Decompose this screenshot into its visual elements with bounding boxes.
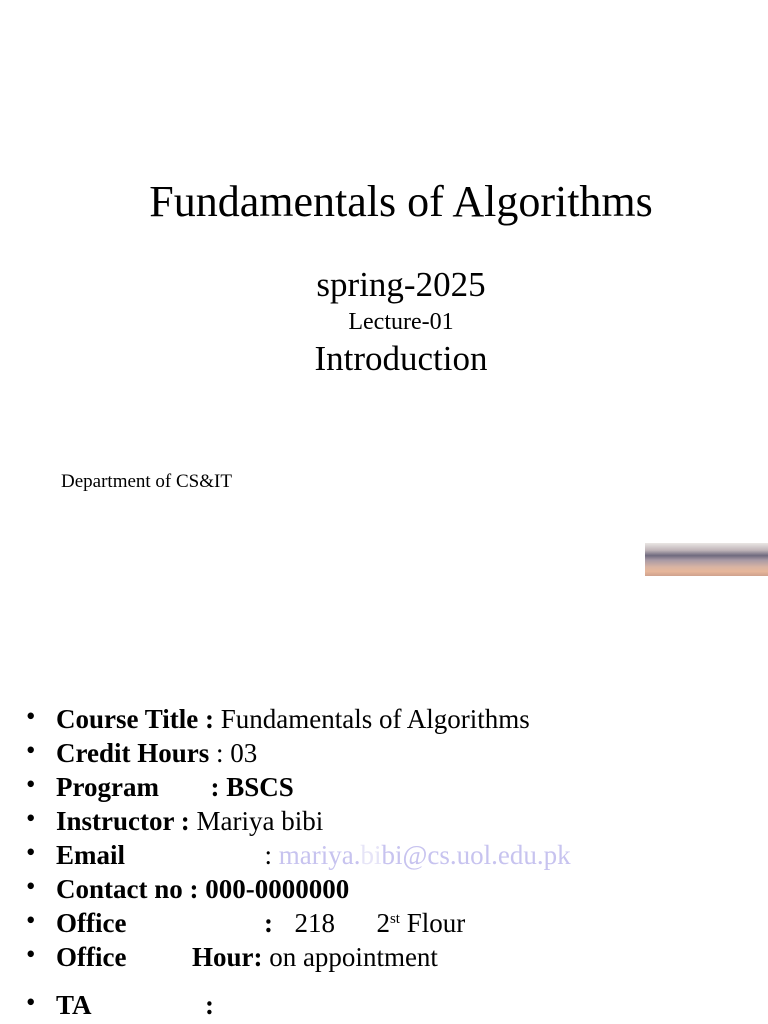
list-item-office-hour: [26, 940, 571, 974]
ta-label: TA: [56, 990, 92, 1020]
bullet-icon: •: [26, 701, 36, 731]
email-link[interactable]: mariya.bibi@cs.uol.edu.pk: [278, 840, 571, 870]
office-hour-value: on appointment: [269, 942, 438, 972]
bullet-icon: •: [26, 735, 36, 765]
bullet-icon: •: [26, 905, 36, 935]
bullet-icon: •: [26, 987, 36, 1017]
instructor-label: Instructor :: [56, 806, 190, 836]
office-hour-label-2: Hour:: [191, 942, 263, 972]
program-value: : BSCS: [210, 772, 294, 802]
department-label: Department of CS&IT: [61, 471, 232, 492]
list-item-ta: [26, 988, 571, 1022]
list-item-contact: [26, 872, 571, 906]
lecture-number: Lecture-01: [348, 309, 454, 335]
list-item-credit-hours: [26, 736, 571, 770]
bullet-icon: •: [26, 871, 36, 901]
course-info-list: [26, 702, 571, 1022]
office-room: 218: [294, 908, 335, 938]
list-item-program: [26, 770, 571, 804]
program-label: Program: [56, 772, 159, 802]
email-separator: :: [264, 840, 273, 870]
office-separator: :: [263, 908, 273, 938]
slide-title: Fundamentals of Algorithms: [149, 177, 653, 226]
term-label: spring-2025: [316, 265, 486, 304]
list-item-course-title: [26, 702, 571, 736]
list-item-instructor: [26, 804, 571, 838]
course-title-value: Fundamentals of Algorithms: [220, 704, 530, 734]
course-title-label: Course Title :: [56, 704, 214, 734]
office-floor-number: 2: [376, 908, 390, 938]
office-floor-suffix: st: [389, 911, 400, 927]
lecture-topic: Introduction: [314, 339, 488, 378]
list-item-office: [26, 906, 571, 940]
office-hour-label-1: Office: [56, 942, 127, 972]
sunset-banner-image: [645, 543, 768, 576]
contact-label: Contact no : 000-0000000: [56, 874, 350, 904]
email-label: Email: [56, 840, 126, 870]
bullet-icon: •: [26, 837, 36, 867]
credit-hours-label: Credit Hours: [56, 738, 210, 768]
bullet-icon: •: [26, 803, 36, 833]
ta-separator: :: [205, 990, 215, 1020]
list-item-email: [26, 838, 571, 872]
office-floor-word: Flour: [406, 908, 466, 938]
bullet-icon: •: [26, 769, 36, 799]
instructor-value: Mariya bibi: [196, 806, 324, 836]
bullet-icon: •: [26, 939, 36, 969]
office-label: Office: [56, 908, 127, 938]
credit-hours-value: : 03: [216, 738, 258, 768]
